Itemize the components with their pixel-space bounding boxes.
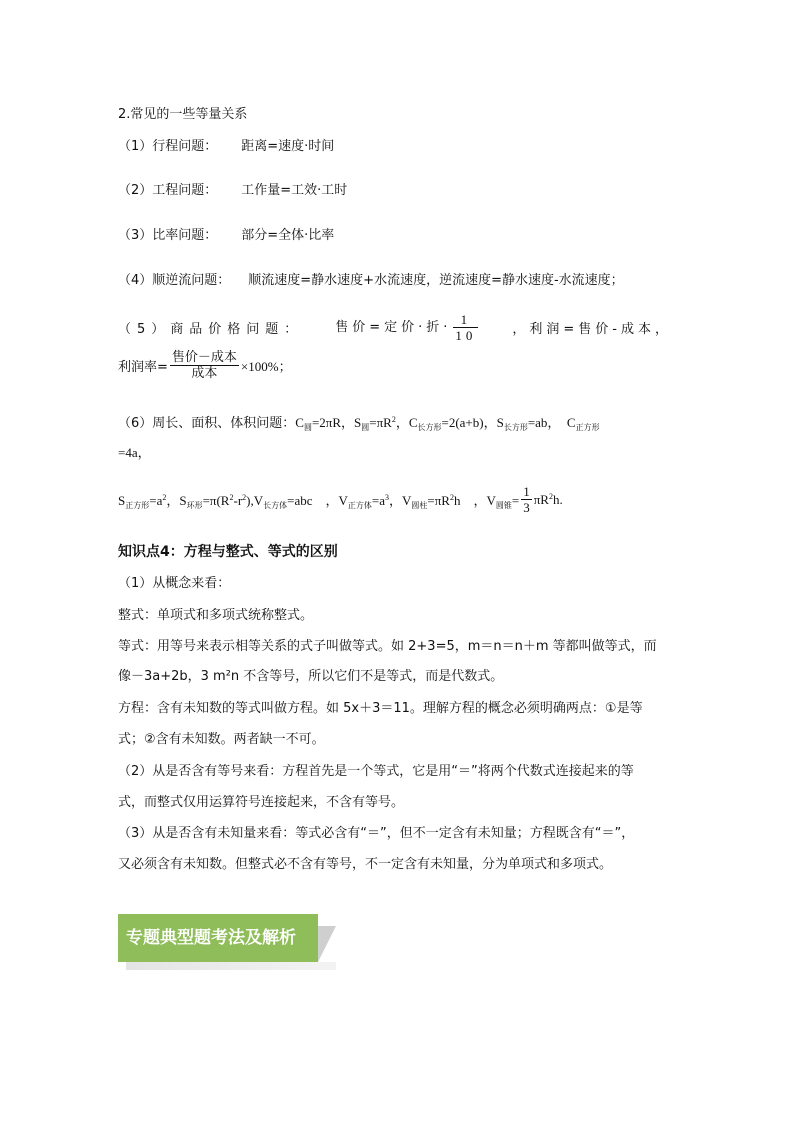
relation-row-6: [118, 412, 600, 431]
row-formula: 距离=速度·时间: [241, 139, 335, 154]
row-formula: 顺流速度=静水速度+水流速度，逆流速度=静水速度-水流速度；: [248, 273, 624, 288]
paragraph: 整式：单项式和多项式统称整式。: [118, 608, 314, 623]
profit-formula: ，利润=售价-成本，: [512, 322, 672, 337]
relation-row-2: [118, 179, 347, 198]
relation-row-5: [118, 312, 672, 343]
row-label: （2）工程问题：: [118, 183, 218, 198]
paragraph: 又必须含有未知数。但整式必不含有等号，不一定含有未知量，分为单项式和多项式。: [118, 857, 613, 872]
profit-rate-fraction: $\frac{\text{售价－成本}}{\text{成本}}$: [171, 350, 237, 381]
paragraph: 式，而整式仅用运算符号连接起来，不含有等号。: [118, 795, 405, 810]
row-label: （1）行程问题：: [118, 139, 218, 154]
geometry-formulas-1b: =4a，: [118, 445, 151, 460]
relation-row-4: [118, 269, 624, 288]
banner-shadow-bottom: [126, 962, 336, 970]
row-label: （6）周长、面积、体积问题：: [118, 416, 296, 431]
paragraph: 等式：用等号来表示相等关系的式子叫做等式。如 2+3=5，m＝n＝n＋m 等都叫做等式，而: [118, 639, 657, 654]
paragraph: （1）从概念来看：: [118, 576, 231, 591]
discount-fraction: $\frac{1}{10}$: [455, 312, 477, 343]
paragraph: 式；②含有未知数。两者缺一不可。: [118, 732, 325, 747]
row-formula: 工作量=工效·工时: [241, 183, 348, 198]
section-heading: 2.常见的一些等量关系: [118, 107, 248, 122]
price-formula: 售价=定价·折· $\frac{1}{10}$: [335, 312, 477, 343]
geometry-formulas-2: $S_{正方形}=a^2$，$S_{环形}=\pi(R^2-r^2),V_{长方体}=abc$ ，$V_{正方体}=a^3$，$V_{圆柱}=\pi R^2h$ ，$V_{圆锥}=$ $\frac{1}{3}$ $\pi R^2h$.: [118, 484, 563, 515]
row-label: （5）商品价格问题：: [118, 322, 304, 337]
paragraph: （2）从是否含有等号来看：方程首先是一个等式，它是用“＝”将两个代数式连接起来的等: [118, 764, 634, 779]
row-label: （4）顺逆流问题：: [118, 273, 231, 288]
cone-fraction: $\frac{1}{3}$: [523, 484, 530, 515]
paragraph: 方程：含有未知数的等式叫做方程。如 5x＋3＝11。理解方程的概念必须明确两点：①是等: [118, 701, 643, 716]
row-label: （3）比率问题：: [118, 228, 218, 243]
relation-row-1: [118, 135, 334, 154]
section-banner: 专题典型题考法及解析: [118, 914, 318, 962]
row-formula: 部分=全体·比率: [241, 228, 335, 243]
paragraph: 像－3a+2b，3 m²n 不含等号，所以它们不是等式，而是代数式。: [118, 669, 504, 684]
knowledge-point-heading: 知识点4：方程与整式、等式的区别: [118, 544, 338, 560]
profit-rate-formula: 利润率= $\frac{\text{售价－成本}}{\text{成本}}$ ×100%；: [118, 350, 292, 381]
geometry-formulas-1: $C_圆=2\pi R$，$S_圆=\pi R^2$，$C_{长方形}=2(a+b)$，$S_{长方形}=ab$， $C_{正方形}$: [295, 415, 600, 432]
paragraph: （3）从是否含有未知量来看：等式必含有“＝”，但不一定含有未知量；方程既含有“＝”，: [118, 826, 635, 841]
banner-shadow-corner: [318, 926, 336, 962]
relation-row-3: [118, 224, 334, 243]
